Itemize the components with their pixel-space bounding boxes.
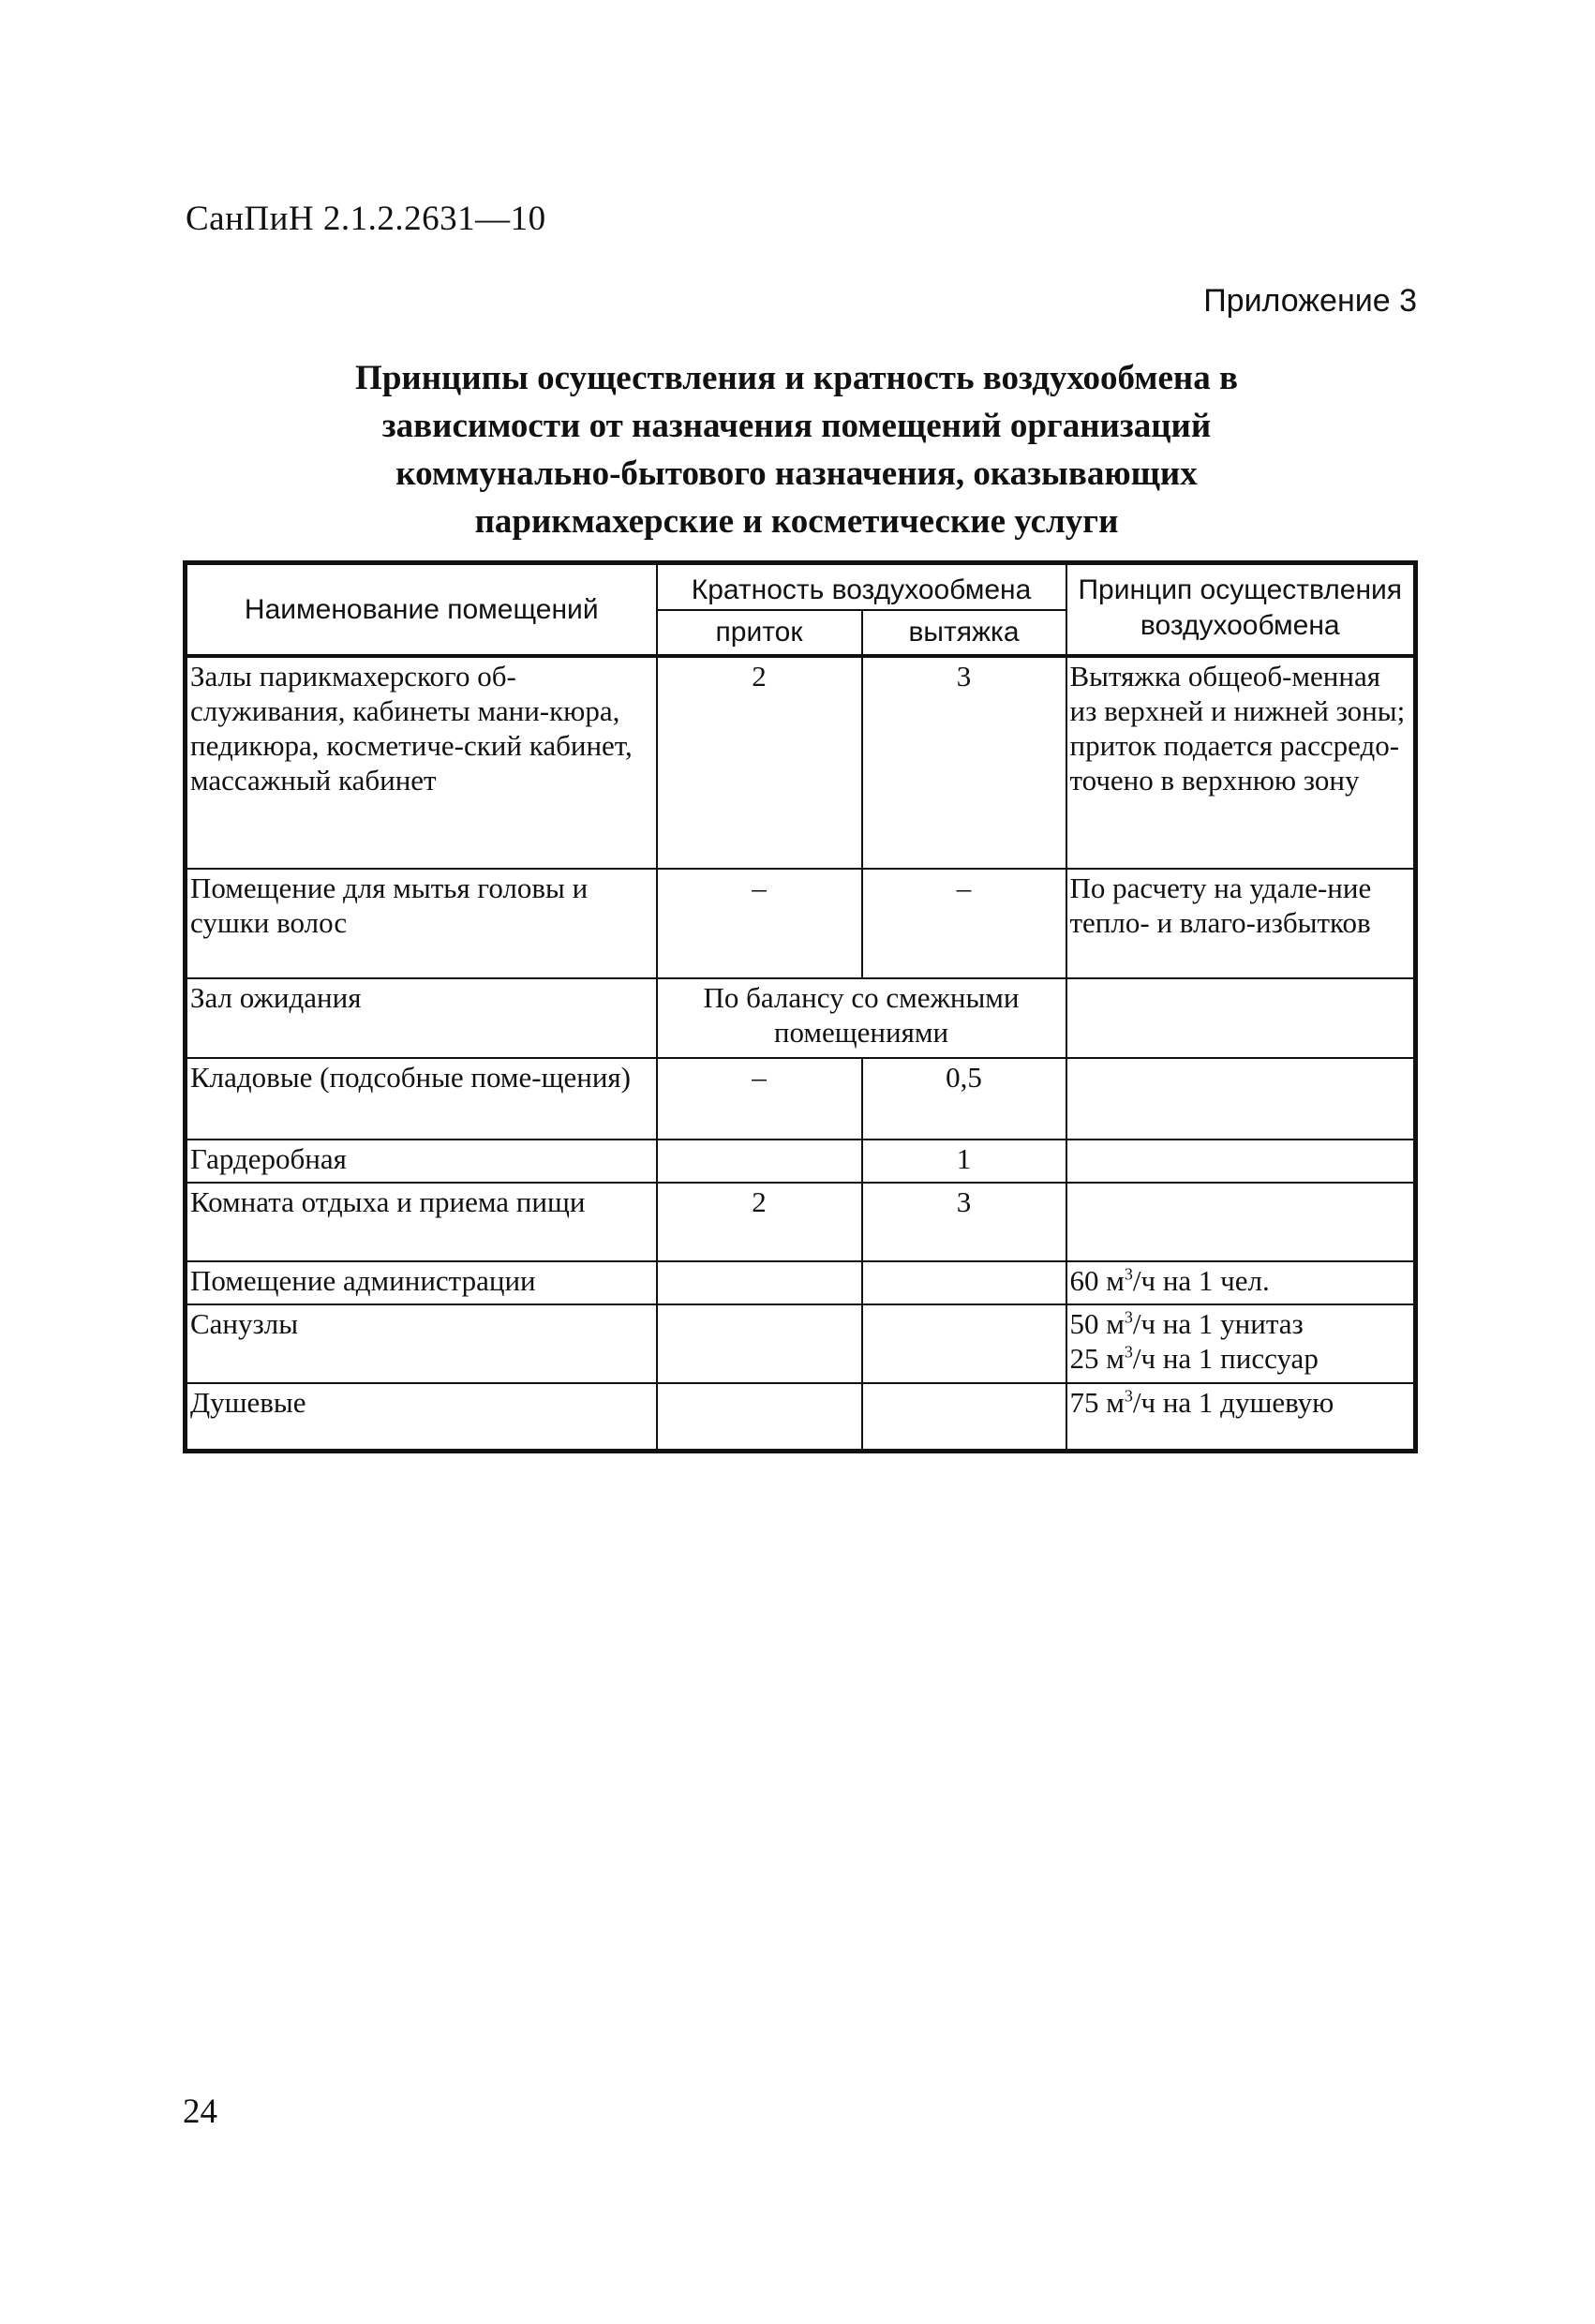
unit-base: м bbox=[1106, 1386, 1125, 1419]
exhaust-cell: 1 bbox=[862, 1140, 1066, 1183]
header-exhaust: вытяжка bbox=[862, 610, 1066, 656]
supply-cell bbox=[657, 1140, 862, 1183]
appendix-label: Приложение 3 bbox=[1203, 283, 1417, 319]
rate-rest: /ч на 1 писсуар bbox=[1132, 1342, 1319, 1375]
room-name-cell: Помещение администрации bbox=[186, 1261, 657, 1304]
exhaust-cell: – bbox=[862, 869, 1066, 978]
supply-cell bbox=[657, 1383, 862, 1452]
title-line: Принципы осуществления и кратность воздухообмена в bbox=[355, 359, 1238, 397]
rate-number: 75 bbox=[1069, 1386, 1099, 1419]
rate-number: 25 bbox=[1069, 1342, 1099, 1375]
principle-cell bbox=[1066, 1140, 1416, 1183]
table-row bbox=[186, 1304, 1416, 1383]
principle-cell: Вытяжка общеоб-менная из верхней и нижней зоны; приток подается рассредо-точено в верхнюю зону bbox=[1066, 656, 1416, 869]
room-name-cell: Зал ожидания bbox=[186, 978, 657, 1058]
exhaust-cell bbox=[862, 1304, 1066, 1383]
supply-cell: – bbox=[657, 1058, 862, 1140]
principle-cell bbox=[1066, 978, 1416, 1058]
unit-base: м bbox=[1106, 1264, 1125, 1297]
unit-exponent: 3 bbox=[1124, 1264, 1133, 1284]
rate-rest: /ч на 1 душевую bbox=[1132, 1386, 1334, 1419]
supply-cell bbox=[657, 1304, 862, 1383]
principle-cell bbox=[1066, 1383, 1416, 1452]
title-line: парикмахерские и косметические услуги bbox=[474, 502, 1119, 541]
room-name-cell: Санузлы bbox=[186, 1304, 657, 1383]
principle-cell bbox=[1066, 1304, 1416, 1383]
merged-rate-cell: По балансу со смежными помещениями bbox=[657, 978, 1066, 1058]
room-name-cell: Гардеробная bbox=[186, 1140, 657, 1183]
title-line: коммунально-бытового назначения, оказывающих bbox=[395, 454, 1198, 493]
supply-cell: – bbox=[657, 869, 862, 978]
table-row bbox=[186, 1183, 1416, 1261]
room-name-cell: Комната отдыха и приема пищи bbox=[186, 1183, 657, 1261]
unit-base: м bbox=[1106, 1307, 1125, 1340]
rate-number: 50 bbox=[1069, 1307, 1099, 1340]
room-name-cell: Душевые bbox=[186, 1383, 657, 1452]
document-code: СанПиН 2.1.2.2631—10 bbox=[186, 200, 546, 238]
title-line: зависимости от назначения помещений организаций bbox=[381, 407, 1212, 445]
exhaust-cell bbox=[862, 1383, 1066, 1452]
room-name-cell: Залы парикмахерского об-служивания, кабинеты мани-кюра, педикюра, косметиче-ский кабинет, массажный кабинет bbox=[186, 656, 657, 869]
exhaust-cell bbox=[862, 1261, 1066, 1304]
exhaust-cell: 3 bbox=[862, 1183, 1066, 1261]
table-row bbox=[186, 1058, 1416, 1140]
header-rate-group: Кратность воздухообмена bbox=[657, 563, 1066, 611]
principle-cell bbox=[1066, 1261, 1416, 1304]
supply-cell: 2 bbox=[657, 1183, 862, 1261]
page-number: 24 bbox=[183, 2093, 217, 2131]
unit-exponent: 3 bbox=[1124, 1342, 1133, 1362]
table-row bbox=[186, 1383, 1416, 1452]
principle-cell: По расчету на удале-ние тепло- и влаго-избытков bbox=[1066, 869, 1416, 978]
table-row bbox=[186, 978, 1416, 1058]
exhaust-cell: 0,5 bbox=[862, 1058, 1066, 1140]
principle-cell bbox=[1066, 1183, 1416, 1261]
header-supply: приток bbox=[657, 610, 862, 656]
table-row bbox=[186, 1261, 1416, 1304]
rate-rest: /ч на 1 унитаз bbox=[1132, 1307, 1304, 1340]
header-principle: Принцип осуществления воздухообмена bbox=[1066, 563, 1416, 657]
exhaust-cell: 3 bbox=[862, 656, 1066, 869]
unit-exponent: 3 bbox=[1124, 1386, 1133, 1406]
air-exchange-table bbox=[183, 560, 1418, 1453]
room-name-cell: Кладовые (подсобные поме-щения) bbox=[186, 1058, 657, 1140]
table-row bbox=[186, 869, 1416, 978]
supply-cell: 2 bbox=[657, 656, 862, 869]
room-name-cell: Помещение для мытья головы и сушки волос bbox=[186, 869, 657, 978]
rate-number: 60 bbox=[1069, 1264, 1099, 1297]
document-title bbox=[216, 354, 1378, 545]
principle-cell bbox=[1066, 1058, 1416, 1140]
table-row bbox=[186, 1140, 1416, 1183]
unit-base: м bbox=[1106, 1342, 1125, 1375]
unit-exponent: 3 bbox=[1124, 1307, 1133, 1327]
header-room-name: Наименование помещений bbox=[186, 563, 657, 657]
table-row bbox=[186, 656, 1416, 869]
rate-rest: /ч на 1 чел. bbox=[1132, 1264, 1270, 1297]
supply-cell bbox=[657, 1261, 862, 1304]
